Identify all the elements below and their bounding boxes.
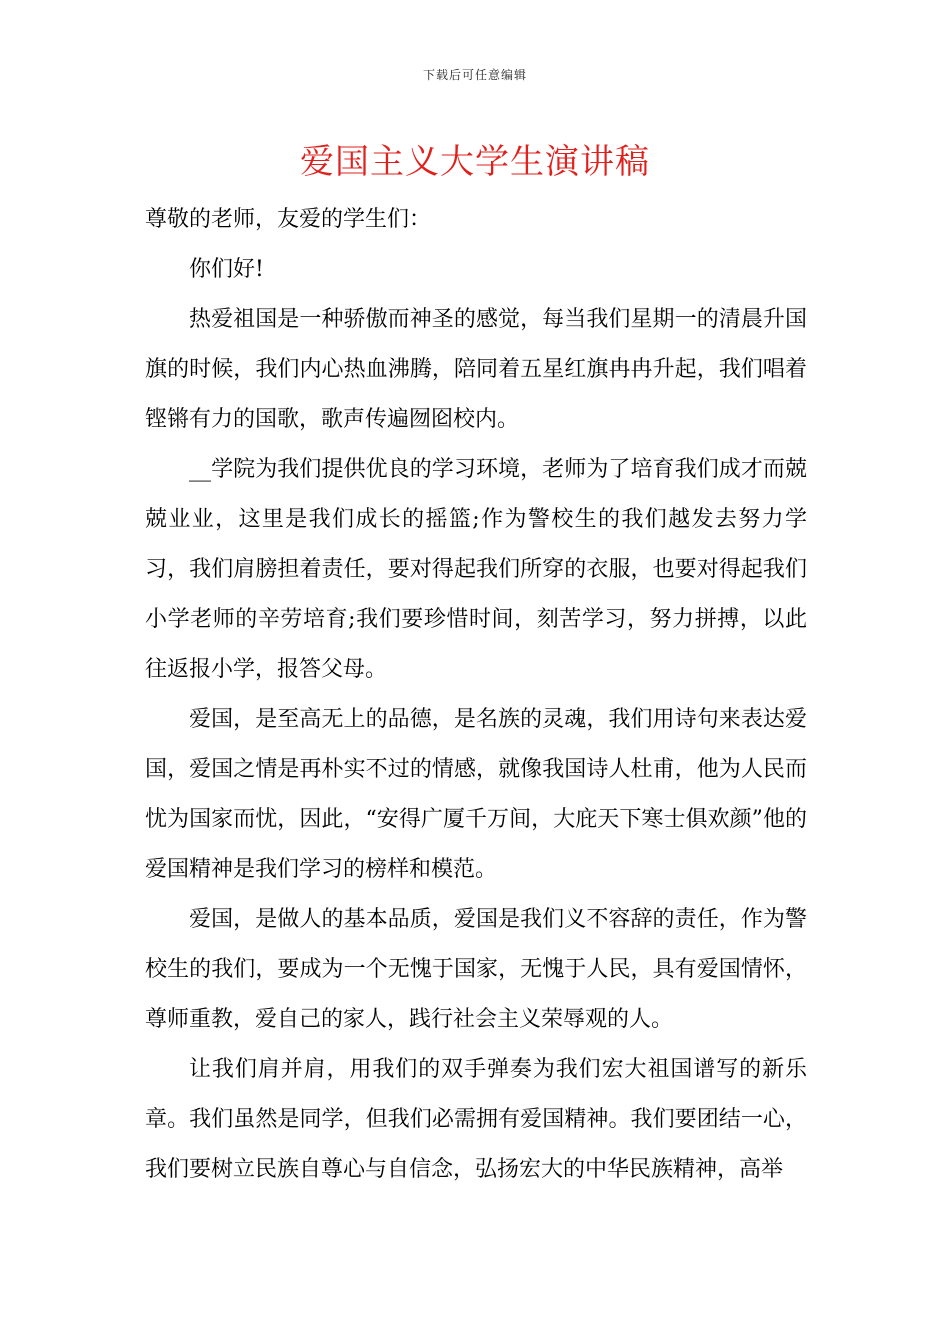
paragraph: 让我们肩并肩，用我们的双手弹奏为我们宏大祖国谱写的新乐章。我们虽然是同学，但我们必需拥有爱国精神。我们要团结一心，我们要树立民族自尊心与自信念，弘扬宏大的中华民族精神，高举 xyxy=(145,1057,807,1182)
paragraph: __学院为我们提供优良的学习环境，老师为了培育我们成才而兢兢业业，这里是我们成长的摇篮;作为警校生的我们越发去努力学习，我们肩膀担着责任，要对得起我们所穿的衣服，也要对得起我们小学老师的辛劳培育;我们要珍惜时间，刻苦学习，努力拼搏，以此往返报小学，报答父母。 xyxy=(145,457,807,682)
header-note: 下载后可任意编辑 xyxy=(422,68,527,82)
paragraph: 热爱祖国是一种骄傲而神圣的感觉，每当我们星期一的清晨升国旗的时候，我们内心热血沸腾，陪同着五星红旗冉冉升起，我们唱着铿锵有力的国歌，歌声传遍囫囵校内。 xyxy=(145,307,807,432)
greeting: 你们好! xyxy=(189,257,264,282)
paragraph: 爱国，是做人的基本品质，爱国是我们义不容辞的责任，作为警校生的我们，要成为一个无愧于国家，无愧于人民，具有爱国情怀，尊师重教，爱自己的家人，践行社会主义荣辱观的人。 xyxy=(145,907,807,1032)
document-body xyxy=(145,195,807,1195)
salutation: 尊敬的老师，友爱的学生们： xyxy=(145,207,432,232)
document-title: 爱国主义大学生演讲稿 xyxy=(300,142,650,182)
paragraph: 爱国，是至高无上的品德，是名族的灵魂，我们用诗句来表达爱国，爱国之情是再朴实不过的情感，就像我国诗人杜甫，他为人民而忧为国家而忧，因此，“安得广厦千万间，大庇天下寒士俱欢颜”他的爱国精神是我们学习的榜样和模范。 xyxy=(145,707,807,882)
